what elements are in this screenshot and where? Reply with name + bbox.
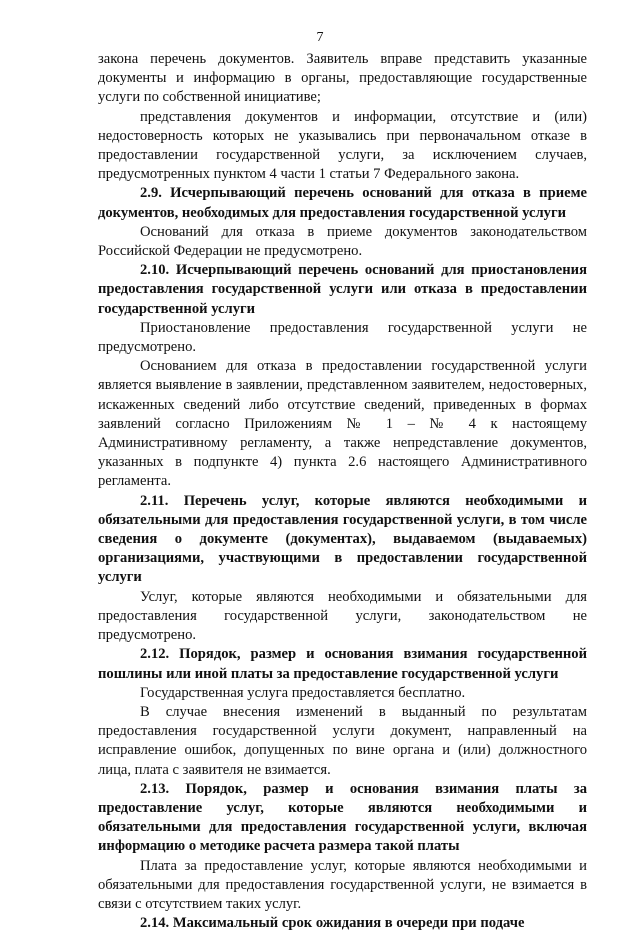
section-heading-2-12: 2.12. Порядок, размер и основания взимания государственной пошлины или иной платы за предоставление государственной услуги: [98, 646, 587, 682]
paragraph-no-fee-for-services: Плата за предоставление услуг, которые являются необходимыми и обязательными для предоставления государственной услуги, не взимается в связи с отсутствием таких услуг.: [98, 857, 587, 912]
paragraph-service-free: Государственная услуга предоставляется бесплатно.: [140, 684, 466, 701]
paragraph-documents-not-indicated: представления документов и информации, отсутствие и (или) недостоверность которых не указывались при первоначальном отказе в предоставлении государственной услуги, за исключением случаев, предусмотренных пунктом 4 части 1 статьи 7 Федерального закона.: [98, 108, 587, 183]
section-heading-2-11: 2.11. Перечень услуг, которые являются необходимыми и обязательными для предоставления государственной услуги, в том числе сведения о документе (документах), выдаваемом (выдаваемых) организациями, участвующими в предоставлении государственной услуги: [98, 492, 587, 586]
section-heading-2-9: 2.9. Исчерпывающий перечень оснований для отказа в приеме документов, необходимых для предоставления государственной услуги: [98, 185, 587, 221]
paragraph-corrections-free: В случае внесения изменений в выданный по результатам предоставления государственной услуги документ, направленный на исправление ошибок, допущенных по вине органа и (или) должностного лица, плата с заявителя не взимается.: [98, 703, 587, 778]
document-body: [98, 50, 587, 933]
paragraph-no-required-services: Услуг, которые являются необходимыми и обязательными для предоставления государственной услуги, законодательством не предусмотрено.: [98, 588, 587, 644]
section-heading-2-10: 2.10. Исчерпывающий перечень оснований для приостановления предоставления государственной услуги или отказа в предоставлении государственной услуги: [98, 262, 587, 317]
section-heading-2-13: 2.13. Порядок, размер и основания взимания платы за предоставление услуг, которые являются необходимыми и обязательными для предоставления государственной услуги, включая информацию о методике расчета размера такой платы: [98, 780, 587, 855]
paragraph-suspension-not-provided: Приостановление предоставления государственной услуги не предусмотрено.: [98, 319, 587, 356]
section-heading-2-14: 2.14. Максимальный срок ожидания в очереди при подаче: [140, 915, 525, 932]
paragraph-grounds-for-refusal: Основанием для отказа в предоставлении государственной услуги является выявление в заявлении, представленном заявителем, недостоверных, искаженных сведений либо отсутствие сведений, приведенных в формах заявлений согласно Приложениям № 1 – № 4 к настоящему Административному регламенту, а также непредставление документов, указанных в подпункте 4) пункта 2.6 настоящего Административного регламента.: [98, 358, 587, 490]
page-number: 7: [316, 30, 324, 45]
paragraph-no-grounds-refusal: Оснований для отказа в приеме документов законодательством Российской Федерации не предусмотрено.: [98, 223, 587, 260]
paragraph-documents-own-initiative: закона перечень документов. Заявитель вправе представить указанные документы и информацию в органы, предоставляющие государственные услуги по собственной инициативе;: [98, 51, 587, 106]
